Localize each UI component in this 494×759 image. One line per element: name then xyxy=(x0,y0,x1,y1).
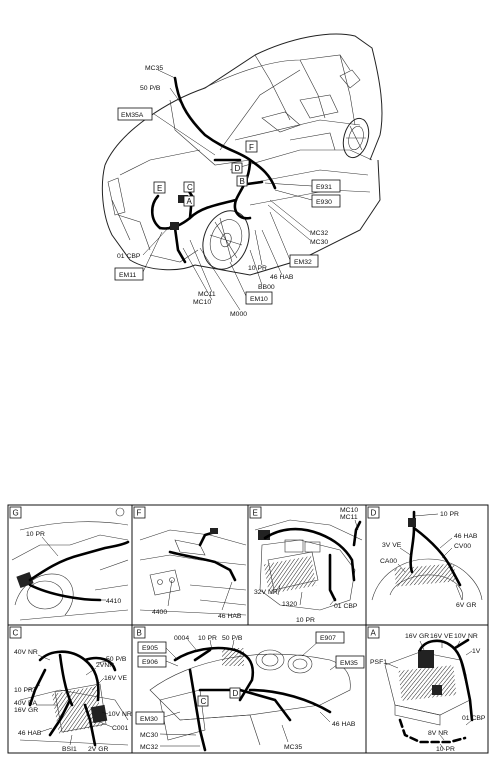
label-01cbp: 01 CBP xyxy=(117,253,141,260)
zone-letter-c: C xyxy=(187,183,193,192)
label-em32: EM32 xyxy=(294,259,312,266)
label-em35a: EM35A xyxy=(121,112,144,119)
label-e-mc10: MC10 xyxy=(340,507,359,514)
label-46hab: 46 HAB xyxy=(270,274,294,281)
panel-d-title: D xyxy=(370,508,377,518)
label-mc35: MC35 xyxy=(145,65,164,72)
label-10pr: 10 PR xyxy=(248,265,267,272)
label-mc11: MC11 xyxy=(198,291,216,298)
zone-letter-a: A xyxy=(186,197,192,206)
label-d-cv00: CV00 xyxy=(454,543,472,550)
label-g-10pr: 10 PR xyxy=(26,531,45,538)
panel-b-title: B xyxy=(136,628,142,638)
label-em10: EM10 xyxy=(250,296,268,303)
label-d-6vgr: 6V GR xyxy=(456,602,477,609)
label-d-ca00: CA00 xyxy=(380,558,398,565)
label-g-4410: 4410 xyxy=(106,598,122,605)
label-b-mc32: MC32 xyxy=(140,744,159,751)
label-c-40vnr: 40V NR xyxy=(14,649,38,656)
label-a-10pr: 10 PR xyxy=(436,746,455,753)
label-c-2vnr: 2VNR xyxy=(96,662,115,669)
panel-b-marker-d: D xyxy=(232,689,239,698)
label-mc10: MC10 xyxy=(193,299,212,306)
label-b-10pr: 10 PR xyxy=(198,635,217,642)
label-c-10vnr: 10V NR xyxy=(108,711,132,718)
label-a-10vnr: 10V NR xyxy=(454,633,478,640)
panel-f xyxy=(134,507,246,620)
label-c-40vba: 40V BA xyxy=(14,700,38,707)
main-car-view xyxy=(102,34,382,318)
label-a-01cbp: 01 CBP xyxy=(462,715,486,722)
label-a-16vgr: 16V GR xyxy=(405,633,430,640)
panel-b-marker-c: C xyxy=(200,697,207,706)
panel-g xyxy=(10,507,128,620)
label-d-46hab: 46 HAB xyxy=(454,533,478,540)
label-c-2vgr: 2V GR xyxy=(88,746,109,753)
component-block xyxy=(170,222,179,230)
label-bb00: BB00 xyxy=(258,284,275,291)
label-a-16vve: 16V VE xyxy=(430,633,454,640)
label-c-c001: C001 xyxy=(112,725,129,732)
label-mc32: MC32 xyxy=(310,230,329,237)
zone-letter-b: B xyxy=(239,177,245,186)
panel-c xyxy=(10,627,132,753)
panel-c-title: C xyxy=(12,628,19,638)
label-b-0004: 0004 xyxy=(174,635,190,642)
panel-e-title: E xyxy=(252,508,258,518)
label-f-4400: 4400 xyxy=(152,609,168,616)
label-m000: M000 xyxy=(230,311,248,318)
label-e-01cbp: 01 CBP xyxy=(334,603,358,610)
label-b-46hab: 46 HAB xyxy=(332,721,356,728)
label-b-e906: E906 xyxy=(142,659,158,666)
zone-letter-d: D xyxy=(234,164,241,173)
label-b-e907: E907 xyxy=(320,635,336,642)
rear-wheel xyxy=(339,116,373,161)
label-c-50pb: 50 P/B xyxy=(106,656,127,663)
label-b-mc30: MC30 xyxy=(140,732,159,739)
zone-letter-e: E xyxy=(157,184,163,193)
label-em11: EM11 xyxy=(119,272,137,279)
label-e-mc11: MC11 xyxy=(340,514,358,521)
panel-a-title: A xyxy=(370,628,376,638)
label-c-10pr: 10 PR xyxy=(14,687,33,694)
label-e930: E930 xyxy=(316,199,332,206)
zone-letter-f: F xyxy=(249,143,254,152)
panel-a xyxy=(368,627,486,753)
label-a-psf1: PSF1 xyxy=(370,659,387,666)
label-e931: E931 xyxy=(316,184,332,191)
panel-g-title: G xyxy=(12,508,19,518)
panel-f-title: F xyxy=(136,508,142,518)
label-e-10pr: 10 PR xyxy=(296,617,315,624)
label-c-16vve: 16V VE xyxy=(104,675,128,682)
panel-b xyxy=(134,627,364,751)
label-a-1v: 1V xyxy=(472,648,481,655)
label-e-1320: 1320 xyxy=(282,601,298,608)
label-d-10pr: 10 PR xyxy=(440,511,459,518)
label-50pb: 50 P/B xyxy=(140,85,161,92)
label-d-3vve: 3V VE xyxy=(382,542,402,549)
label-b-mc35: MC35 xyxy=(284,744,303,751)
label-c-46hab: 46 HAB xyxy=(18,730,42,737)
label-mc30: MC30 xyxy=(310,239,329,246)
panel-e xyxy=(250,507,362,624)
label-b-em35: EM35 xyxy=(340,660,358,667)
label-c-bsi1: BSI1 xyxy=(62,746,77,753)
panel-d xyxy=(368,507,482,609)
label-a-8vnr: 8V NR xyxy=(428,730,449,737)
label-b-50pb: 50 P/B xyxy=(222,635,243,642)
label-b-e905: E905 xyxy=(142,645,158,652)
label-e-32vnr: 32V NR xyxy=(254,589,278,596)
label-c-16vgr: 16V GR xyxy=(14,707,39,714)
label-f-46hab: 46 HAB xyxy=(218,613,242,620)
label-b-em30: EM30 xyxy=(140,716,158,723)
